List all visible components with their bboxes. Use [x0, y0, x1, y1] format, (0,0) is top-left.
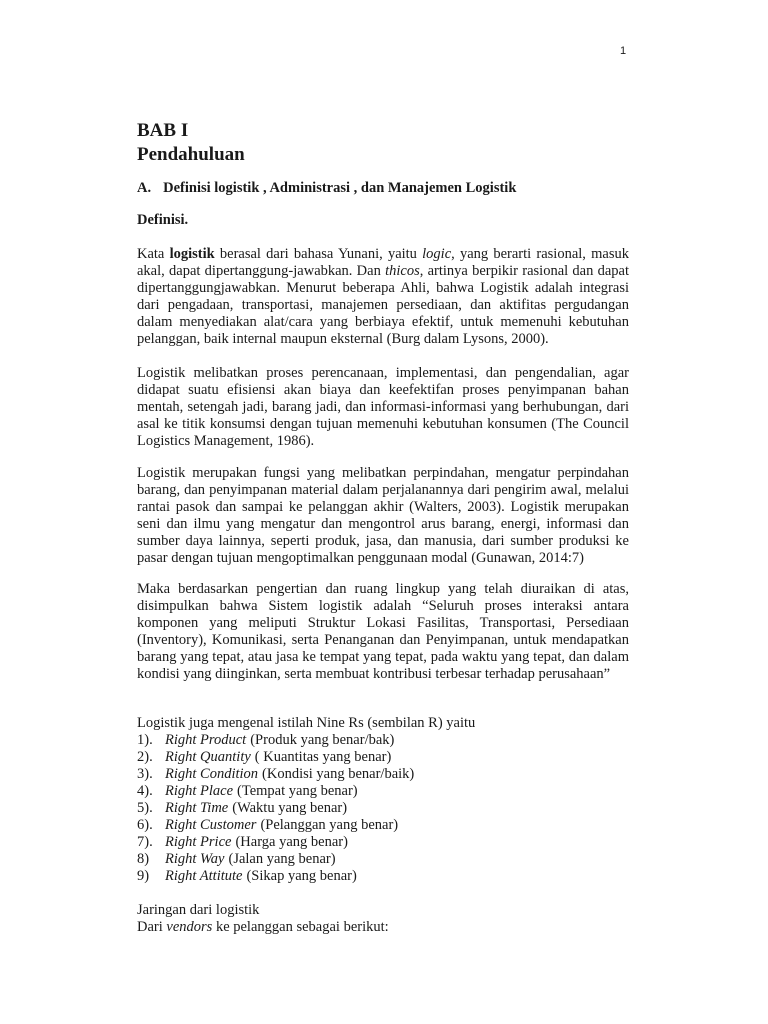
list-description: (Tempat yang benar)	[237, 783, 358, 799]
list-term: Right Price	[165, 834, 232, 850]
list-term: Right Quantity	[165, 749, 251, 765]
paragraph-1-text: , yang berarti rasional, masuk akal, dapat dipertanggung-jawabkan. Dan	[137, 246, 629, 279]
list-description: ( Kuantitas yang benar)	[254, 749, 392, 765]
list-term: Right Time	[165, 800, 229, 816]
term-vendors: vendors	[166, 919, 213, 935]
section-title: Definisi logistik , Administrasi , dan Manajemen Logistik	[163, 180, 517, 196]
list-description: (Harga yang benar)	[235, 834, 348, 850]
section-heading	[137, 180, 516, 197]
page-number: 1	[620, 45, 627, 57]
definition-heading: Definisi.	[137, 212, 189, 228]
paragraph-1	[137, 246, 629, 348]
chapter-number: BAB I	[137, 120, 189, 141]
list-description: (Pelanggan yang benar)	[260, 817, 399, 833]
list-item	[137, 749, 629, 766]
list-description: (Waktu yang benar)	[232, 800, 348, 816]
list-description: (Kondisi yang benar/baik)	[262, 766, 415, 782]
network-text: Dari	[137, 919, 167, 935]
paragraph-3-text: Logistik merupakan fungsi yang melibatkan perpindahan, mengatur perpindahan barang, dan penyimpanan material dalam perjalanannya dari pengirim awal, melalui rantai pasok dan sampai ke pelanggan akhir (Walters, 2003). Logistik merupakan seni dan ilmu yang mengatur dan mengontrol arus barang, energi, informasi dan sumber daya lainnya, seperti produk, jasa, dan manusia, dari sumber produksi ke pasar dengan tujuan mengoptimalkan penggunaan modal (Gunawan, 2014:7)	[137, 465, 629, 566]
list-number: 7).	[137, 834, 153, 850]
list-number: 6).	[137, 817, 153, 833]
list-term: Right Attitute	[165, 868, 243, 884]
list-number: 8)	[137, 851, 150, 867]
paragraph-2-text: Logistik melibatkan proses perencanaan, implementasi, dan pengendalian, agar didapat suatu efisiensi akan biaya dan keefektifan proses penyimpanan bahan mentah, setengah jadi, barang jadi, dan informasi-informasi yang berhubungan, dari asal ke titik konsumsi dengan tujuan memenuhi kebutuhan konsumen (The Council Logistics Management, 1986).	[137, 365, 629, 449]
list-term: Right Place	[165, 783, 234, 799]
list-number: 3).	[137, 766, 153, 782]
list-item	[137, 834, 629, 851]
list-term: Right Way	[165, 851, 225, 867]
chapter-title: Pendahuluan	[137, 144, 245, 165]
list-item	[137, 766, 629, 783]
list-item	[137, 783, 629, 800]
list-item	[137, 732, 629, 749]
list-item	[137, 817, 629, 834]
list-term: Right Condition	[165, 766, 259, 782]
list-term: Right Product	[165, 732, 247, 748]
list-description: (Sikap yang benar)	[246, 868, 357, 884]
section-marker: A.	[137, 180, 152, 196]
list-number: 4).	[137, 783, 153, 799]
list-item	[137, 851, 629, 868]
list-item	[137, 800, 629, 817]
term-logic: logic	[422, 246, 452, 262]
list-term: Right Customer	[165, 817, 257, 833]
term-thicos: thicos	[385, 263, 420, 279]
list-number: 2).	[137, 749, 153, 765]
paragraph-1-text: , artinya berpikir rasional dan dapat dipertanggungjawabkan. Menurut beberapa Ahli, bahwa Logistik adalah integrasi dari pengadaan, transportasi, manajemen persediaan, dan aktifitas pergudangan dalam menyediakan alat/cara yang berbiaya efektif, untuk memenuhi kebutuhan pelanggan, baik internal maupun eksternal (Burg dalam Lysons, 2000).	[137, 263, 629, 347]
network-section	[137, 902, 389, 936]
list-item	[137, 868, 629, 885]
chapter-heading	[137, 119, 245, 167]
list-number: 9)	[137, 868, 150, 884]
paragraph-2	[137, 365, 629, 450]
paragraph-1-text: Kata	[137, 246, 170, 262]
paragraph-4	[137, 581, 629, 683]
paragraph-4-text: Maka berdasarkan pengertian dan ruang lingkup yang telah diuraikan di atas, disimpulkan bahwa Sistem logistik adalah “Seluruh proses interaksi antara komponen yang meliputi Struktur Lokasi Fasilitas, Transportasi, Persediaan (Inventory), Komunikasi, serta Penanganan dan Penyimpanan, untuk mendapatkan barang yang tepat, atau jasa ke tempat yang tepat, pada waktu yang tepat, dan dalam kondisi yang diinginkan, serta membuat kontribusi terbesar terhadap perusahaan”	[137, 581, 629, 682]
list-number: 1).	[137, 732, 153, 748]
paragraph-3	[137, 465, 629, 567]
list-description: (Produk yang benar/bak)	[250, 732, 395, 748]
term-logistik: logistik	[169, 246, 215, 262]
network-text: ke pelanggan sebagai berikut:	[212, 919, 389, 935]
list-number: 5).	[137, 800, 153, 816]
list-description: (Jalan yang benar)	[228, 851, 336, 867]
nine-rs-list	[137, 715, 629, 885]
network-line	[137, 919, 389, 936]
nine-rs-intro: Logistik juga mengenal istilah Nine Rs (sembilan R) yaitu	[137, 715, 476, 731]
network-heading: Jaringan dari logistik	[137, 902, 260, 918]
paragraph-1-text: berasal dari bahasa Yunani, yaitu	[214, 246, 423, 262]
